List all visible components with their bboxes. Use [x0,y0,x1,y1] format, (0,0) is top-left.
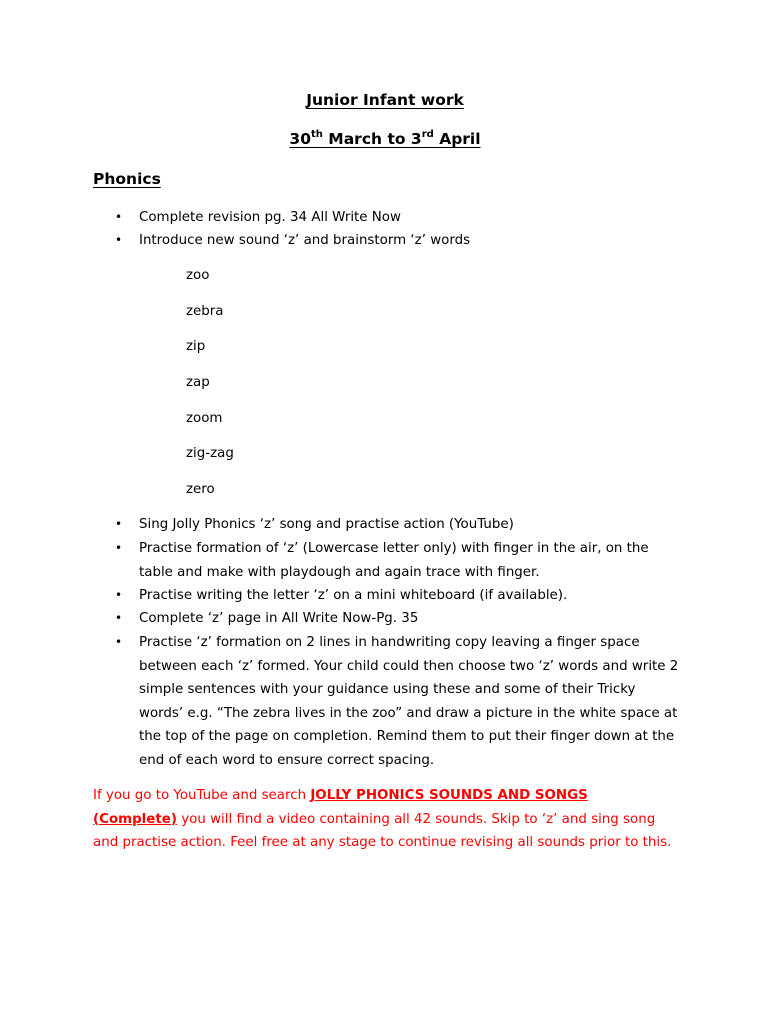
note-rest: you will find a video containing all 42 sounds. Skip to ‘z’ and sing song and practise action. Feel free at any stage to continue revising all sounds prior to this. [93,811,672,850]
list-item-text: Introduce new sound ‘z’ and brainstorm ‘z’ words [139,233,471,248]
z-word: zero [186,482,215,498]
z-word: zig-zag [186,446,234,462]
list-item-text: Practise writing the letter ‘z’ on a mini whiteboard (if available). [139,588,568,603]
bullet-icon: • [115,233,123,247]
list-item-text: Complete ‘z’ page in All Write Now-Pg. 35 [139,611,419,626]
bullet-icon: • [115,210,123,224]
bullet-icon: • [115,635,123,649]
z-word: zebra [186,303,224,319]
date-end-month: April [433,130,481,149]
date-start-day: 30 [289,130,311,149]
date-end-suffix: rd [421,129,434,140]
note-intro: If you go to YouTube and search [93,788,311,803]
list-item-text: Practise ‘z’ formation on 2 lines in handwriting copy leaving a finger space between each ‘z’ formed. Your child could then choose two ‘z’ words and write 2 simple sentences with your guidance using these and some of their Tricky words’ e.g. “The zebra lives in the zoo” and draw a picture in the white space at the top of the page on completion. Remind them to put their finger down at the end of each word to ensure correct spacing. [139,635,679,768]
date-end-day: 3 [410,130,422,149]
z-word: zoom [186,410,223,426]
bullet-icon: • [115,611,123,625]
section-heading-phonics: Phonics [93,170,161,188]
bullet-icon: • [115,541,123,555]
search-term-link: JOLLY PHONICS SOUNDS AND SONGS (Complete) [93,788,588,827]
list-item-text: Sing Jolly Phonics ‘z’ song and practise action (YouTube) [139,517,514,532]
bullet-icon: • [115,588,123,602]
date-start-month: March to [322,130,411,149]
youtube-note [93,784,673,855]
z-word-list [186,266,234,516]
date-range [0,130,770,148]
document-title: Junior Infant work [306,91,464,109]
date-start-suffix: th [311,129,323,140]
list-item-text: Practise formation of ‘z’ (Lowercase letter only) with finger in the air, on the table and make with playdough and again trace with finger. [139,541,649,580]
z-word: zoo [186,268,210,283]
z-word: zap [186,375,210,391]
z-word: zip [186,339,206,355]
bullet-icon: • [115,517,123,531]
list-item-text: Complete revision pg. 34 All Write Now [139,210,401,225]
